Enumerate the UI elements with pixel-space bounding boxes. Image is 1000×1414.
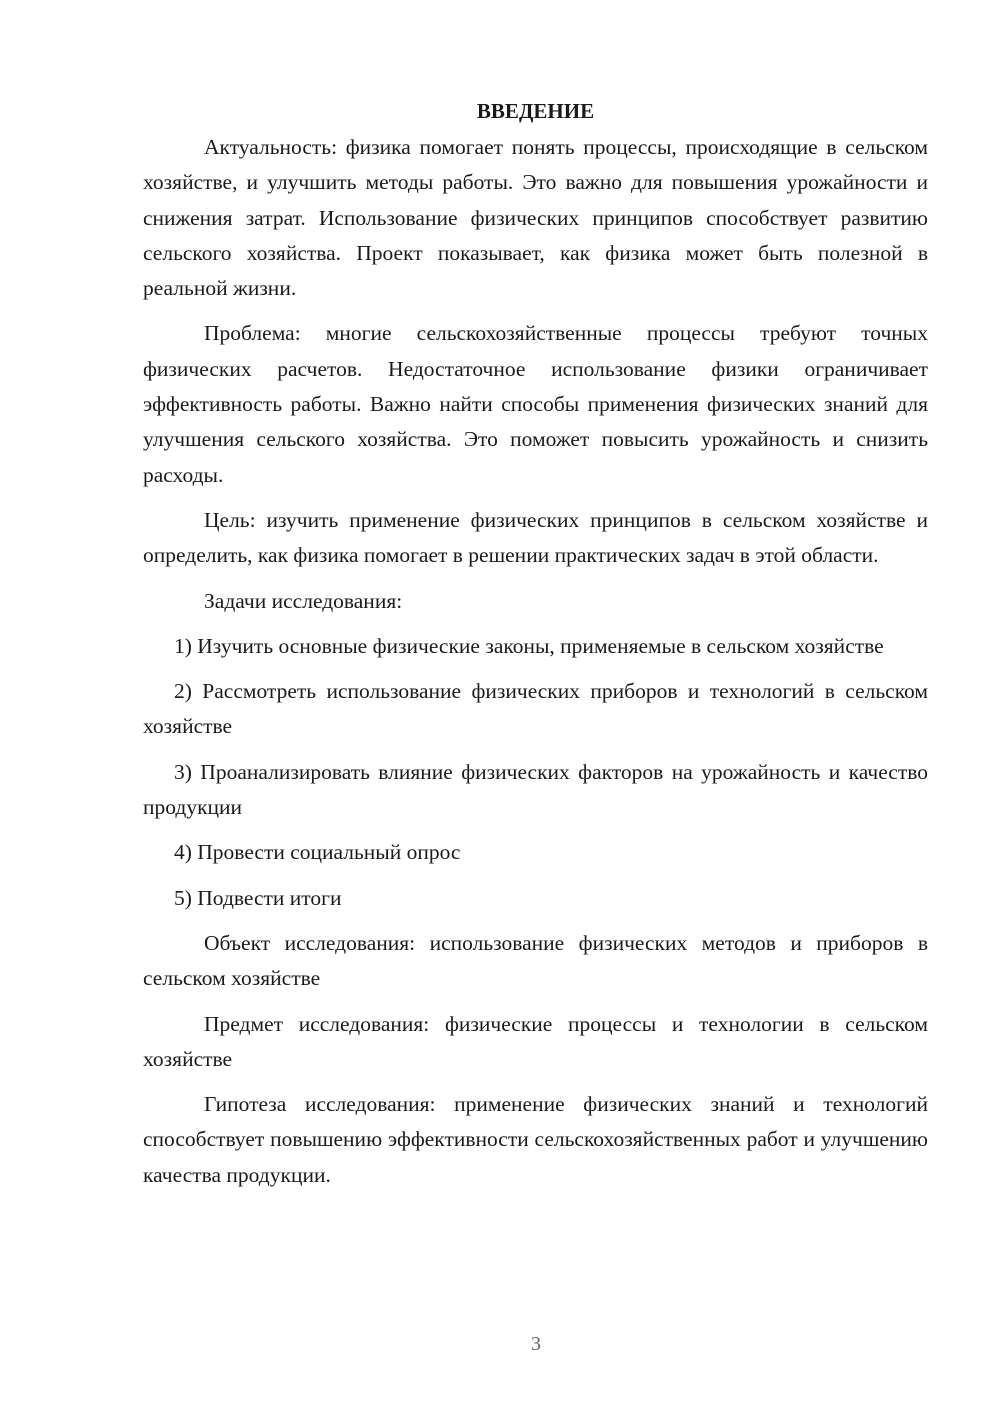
task-item-2: 2) Рассмотреть использование физических приборов и технологий в сельском хозяйстве bbox=[143, 679, 928, 739]
task-item-3: 3) Проанализировать влияние физических факторов на урожайность и качество продукции bbox=[143, 759, 928, 820]
task-item-5: 5) Подвести итоги bbox=[174, 885, 342, 910]
paragraph-object: Объект исследования: использование физических методов и приборов в сельском хозяйстве bbox=[143, 930, 928, 991]
page-number: 3 bbox=[531, 1333, 541, 1355]
paragraph-problem: Проблема: многие сельскохозяйственные процессы требуют точных физических расчетов. Недостаточное использование физики ограничивает эффективность работы. Важно найти способы применения физических знаний для улучшения сельского хозяйства. Это поможет повысить урожайность и снизить расходы. bbox=[143, 321, 928, 487]
paragraph-hypothesis: Гипотеза исследования: применение физических знаний и технологий способствует повышению эффективности сельскохозяйственных работ и улучшению качества продукции. bbox=[143, 1092, 928, 1187]
task-item-4: 4) Провести социальный опрос bbox=[174, 840, 461, 865]
document-page bbox=[143, 96, 928, 1193]
task-item-1: 1) Изучить основные физические законы, применяемые в сельском хозяйстве bbox=[174, 633, 884, 658]
paragraph-subject: Предмет исследования: физические процессы и технологии в сельском хозяйстве bbox=[143, 1011, 928, 1071]
paragraph-relevance: Актуальность: физика помогает понять процессы, происходящие в сельском хозяйстве, и улучшить методы работы. Это важно для повышения урожайности и снижения затрат. Использование физических принципов способствует развитию сельского хозяйства. Проект показывает, как физика может быть полезной в реальной жизни. bbox=[143, 135, 928, 301]
paragraph-goal: Цель: изучить применение физических принципов в сельском хозяйстве и определить, как физика помогает в решении практических задач в этой области. bbox=[143, 507, 928, 568]
tasks-heading: Задачи исследования: bbox=[204, 588, 403, 613]
section-title: ВВЕДЕНИЕ bbox=[476, 99, 595, 123]
